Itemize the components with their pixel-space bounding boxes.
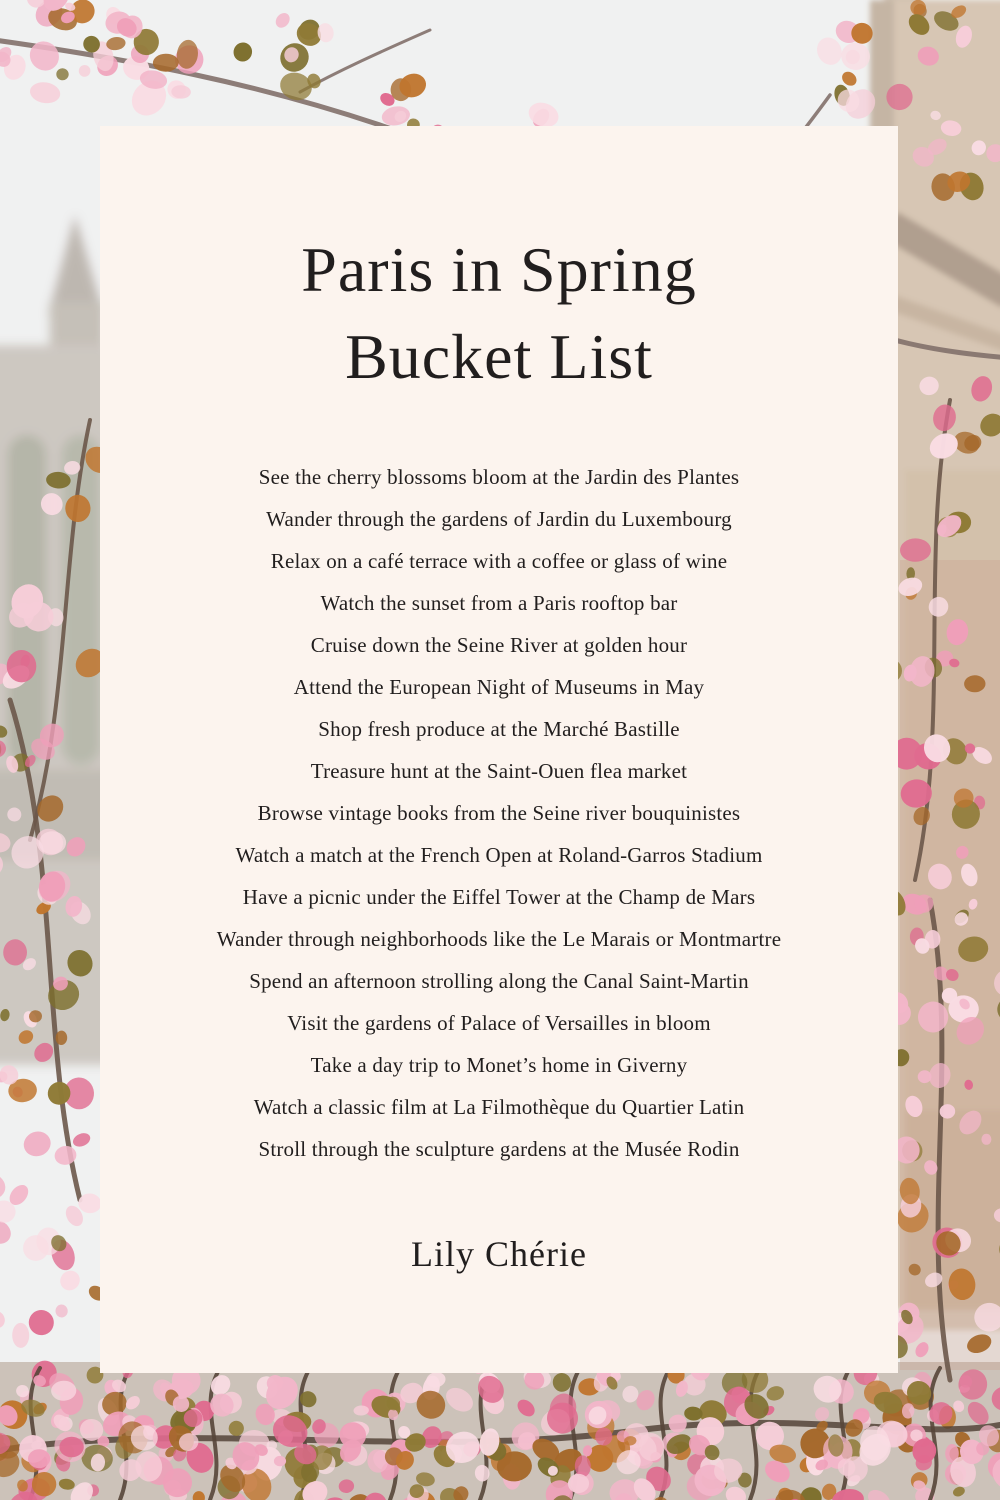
bucket-list xyxy=(100,456,898,1170)
list-item: Spend an afternoon strolling along the Canal Saint-Martin xyxy=(249,969,749,993)
list-item: Watch a classic film at La Filmothèque du Quartier Latin xyxy=(253,1095,745,1119)
list-item: Relax on a café terrace with a coffee or glass of wine xyxy=(270,549,728,573)
signature: Lily Chérie xyxy=(411,1234,587,1274)
list-item: Treasure hunt at the Saint-Ouen flea market xyxy=(310,759,688,783)
page-title xyxy=(100,226,898,400)
list-item: Visit the gardens of Palace of Versailles in bloom xyxy=(287,1011,711,1035)
list-item: Take a day trip to Monet’s home in Giverny xyxy=(310,1053,688,1077)
list-item: Stroll through the sculpture gardens at the Musée Rodin xyxy=(258,1137,740,1161)
list-item: See the cherry blossoms bloom at the Jardin des Plantes xyxy=(258,465,740,489)
list-item: Have a picnic under the Eiffel Tower at the Champ de Mars xyxy=(242,885,756,909)
card xyxy=(100,126,898,1373)
list-item: Attend the European Night of Museums in May xyxy=(293,675,705,699)
list-item: Watch a match at the French Open at Roland-Garros Stadium xyxy=(235,843,763,867)
list-item: Wander through neighborhoods like the Le Marais or Montmartre xyxy=(216,927,782,951)
list-item: Browse vintage books from the Seine river bouquinistes xyxy=(257,801,741,825)
list-item: Watch the sunset from a Paris rooftop bar xyxy=(320,591,678,615)
title-line-1: Paris in Spring xyxy=(301,234,697,305)
list-item: Cruise down the Seine River at golden hour xyxy=(310,633,688,657)
list-item: Shop fresh produce at the Marché Bastille xyxy=(318,717,680,741)
title-line-2: Bucket List xyxy=(345,321,653,392)
list-item: Wander through the gardens of Jardin du Luxembourg xyxy=(266,507,732,531)
